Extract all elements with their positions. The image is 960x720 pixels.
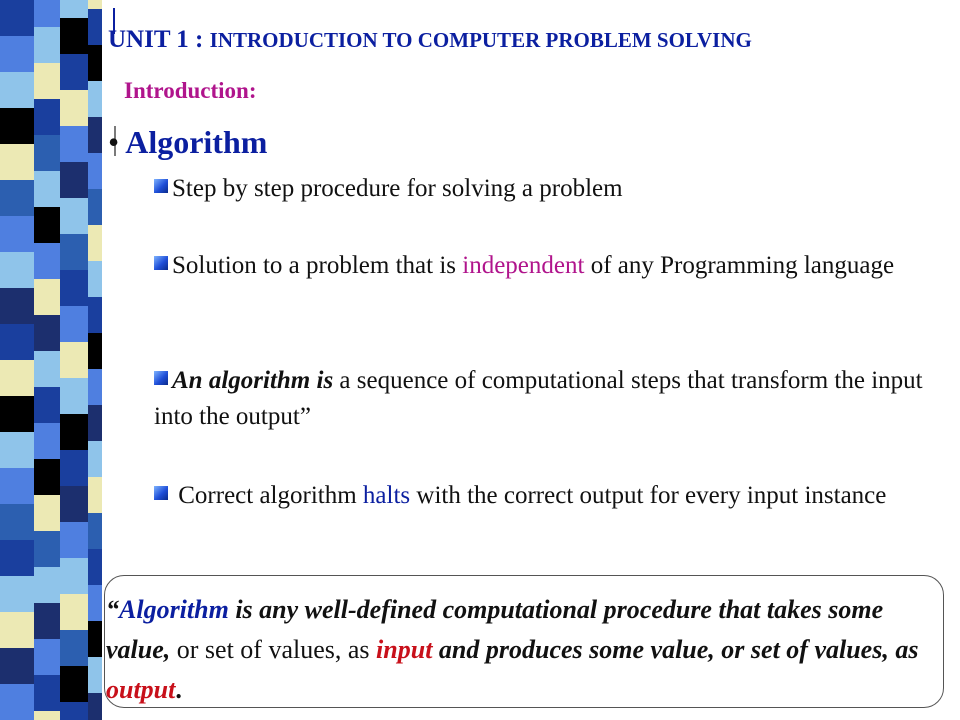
square-bullet-icon [154, 486, 168, 500]
border-stripe-block [88, 45, 102, 81]
border-stripe-block [34, 279, 60, 315]
border-stripe-block [34, 99, 60, 135]
definition-quote [106, 590, 942, 710]
border-stripe-block [0, 612, 34, 648]
border-stripe-block [60, 54, 88, 90]
main-bullet-label: Algorithm [125, 124, 268, 160]
border-stripe-block [0, 216, 34, 252]
border-stripe-block [0, 504, 34, 540]
border-stripe-block [0, 432, 34, 468]
point-4-text-after: with the correct output for every input instance [410, 482, 887, 509]
border-stripe-block [60, 414, 88, 450]
border-stripe-block [34, 531, 60, 567]
border-stripe-block [0, 180, 34, 216]
border-stripe-block [0, 288, 34, 324]
main-bullet-algorithm [108, 124, 267, 161]
point-2 [154, 248, 944, 284]
border-stripe-block [88, 405, 102, 441]
border-stripe-block [34, 459, 60, 495]
border-stripe-block [88, 585, 102, 621]
border-stripe-block [34, 243, 60, 279]
border-stripe-block [88, 693, 102, 720]
border-stripe-block [88, 513, 102, 549]
border-stripe-block [0, 360, 34, 396]
point-4 [154, 478, 944, 514]
quote-end: . [175, 675, 182, 704]
quote-keyword-input: input [376, 635, 433, 664]
title-text: INTRODUCTION TO COMPUTER PROBLEM SOLVING [209, 28, 752, 52]
border-stripe-block [34, 423, 60, 459]
border-stripe-block [88, 441, 102, 477]
border-stripe-block [0, 468, 34, 504]
border-stripe-block [60, 630, 88, 666]
border-stripe-block [88, 81, 102, 117]
border-stripe-block [0, 0, 34, 36]
border-stripe-block [88, 261, 102, 297]
quote-part-3: and produces some value, or set of values, as [432, 635, 919, 664]
border-stripe-block [0, 684, 34, 720]
border-stripe-block [60, 522, 88, 558]
border-stripe-block [34, 171, 60, 207]
border-stripe-block [60, 486, 88, 522]
border-stripe-block [88, 621, 102, 657]
border-stripe-block [60, 90, 88, 126]
quote-open-mark: “ [106, 595, 119, 624]
border-stripe-block [34, 639, 60, 675]
border-stripe-block [34, 711, 60, 720]
border-stripe-block [88, 297, 102, 333]
border-stripe-block [34, 0, 60, 27]
border-stripe-block [88, 153, 102, 189]
decorative-stripe-border [0, 0, 104, 720]
border-stripe-block [34, 207, 60, 243]
border-stripe-block [34, 63, 60, 99]
border-stripe-block [34, 315, 60, 351]
point-1-text: Step by step procedure for solving a problem [172, 175, 623, 202]
border-stripe-block [34, 603, 60, 639]
border-stripe-block [60, 702, 88, 720]
border-stripe-block [60, 18, 88, 54]
border-stripe-block [88, 9, 102, 45]
quote-part-2: or set of values, as [170, 635, 377, 664]
section-subtitle: Introduction: [124, 78, 257, 103]
point-3-text-after: a sequence of computational steps that transform the input into the output” [154, 367, 923, 430]
quote-part-1: is any well-defined computational procedure that takes some value, [106, 595, 884, 664]
border-stripe-block [88, 657, 102, 693]
border-stripe-block [0, 36, 34, 72]
square-bullet-icon [154, 371, 168, 385]
border-stripe-block [60, 666, 88, 702]
border-stripe-block [60, 270, 88, 306]
border-stripe-block [34, 27, 60, 63]
border-stripe-block [0, 576, 34, 612]
border-stripe-block [34, 675, 60, 711]
border-stripe-block [0, 648, 34, 684]
border-stripe-block [88, 369, 102, 405]
border-stripe-block [34, 135, 60, 171]
border-stripe-block [34, 351, 60, 387]
point-2-text-after: of any Programming language [584, 252, 895, 279]
border-stripe-block [60, 0, 88, 18]
point-3 [154, 363, 944, 435]
border-stripe-block [60, 558, 88, 594]
border-stripe-block [34, 567, 60, 603]
border-stripe-block [60, 594, 88, 630]
point-3-italic-lead: An algorithm is [172, 367, 334, 394]
border-stripe-block [60, 198, 88, 234]
bullet-dot: • [108, 124, 120, 160]
border-stripe-block [88, 477, 102, 513]
point-2-highlight: independent [462, 252, 585, 279]
square-bullet-icon [154, 256, 168, 270]
border-stripe-block [60, 450, 88, 486]
border-stripe-block [34, 495, 60, 531]
border-stripe-block [60, 342, 88, 378]
border-stripe-block [34, 387, 60, 423]
border-stripe-block [60, 234, 88, 270]
slide-title [108, 26, 948, 54]
border-stripe-block [88, 0, 102, 9]
border-stripe-block [0, 540, 34, 576]
border-stripe-block [60, 306, 88, 342]
border-stripe-block [60, 162, 88, 198]
border-stripe-block [0, 144, 34, 180]
point-4-text-before: Correct algorithm [172, 482, 363, 509]
border-stripe-block [60, 126, 88, 162]
border-stripe-block [88, 189, 102, 225]
quote-keyword-output: output [106, 675, 176, 704]
square-bullet-icon [154, 179, 168, 193]
border-stripe-block [0, 108, 34, 144]
border-stripe-block [0, 396, 34, 432]
border-stripe-block [88, 117, 102, 153]
point-2-text-before: Solution to a problem that is [172, 252, 463, 279]
title-prefix: UNIT 1 : [108, 26, 210, 53]
border-stripe-block [88, 549, 102, 585]
border-stripe-block [0, 252, 34, 288]
point-4-highlight: halts [362, 482, 411, 509]
border-stripe-block [88, 333, 102, 369]
point-1 [154, 171, 944, 207]
quote-term: Algorithm [119, 595, 229, 624]
border-stripe-block [0, 72, 34, 108]
border-stripe-block [0, 324, 34, 360]
border-stripe-block [88, 225, 102, 261]
border-stripe-block [60, 378, 88, 414]
